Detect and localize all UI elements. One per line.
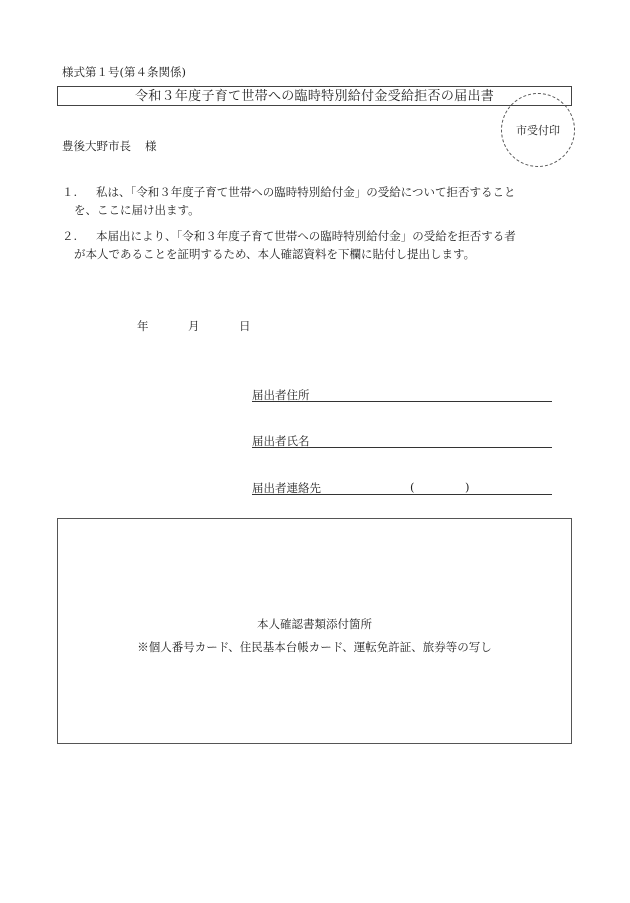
attachment-title: 本人確認書類添付箇所: [257, 617, 372, 631]
item-text: 私は、「令和３年度子育て世帯への臨時特別給付金」の受給について拒否すること: [96, 185, 516, 199]
date-day: 日: [239, 319, 251, 333]
item-text: 本届出により、「令和３年度子育て世帯への臨時特別給付金」の受給を拒否する者: [96, 229, 516, 243]
form-number: 様式第１号(第４条関係): [62, 65, 186, 79]
list-item: [62, 227, 582, 263]
address-label: 届出者住所: [252, 388, 310, 402]
item-line-1: [62, 183, 582, 201]
contact-paren-close: ): [465, 480, 470, 494]
name-label: 届出者氏名: [252, 434, 310, 448]
list-item: [62, 183, 582, 219]
date-month: 月: [188, 319, 200, 333]
item-number: １.: [62, 185, 78, 199]
item-number: ２.: [62, 229, 78, 243]
form-title: 令和３年度子育て世帯への臨時特別給付金受給拒否の届出書: [57, 86, 572, 106]
date-year: 年: [137, 319, 149, 333]
addressee-honorific: 様: [145, 139, 157, 153]
addressee-name: 豊後大野市長: [62, 139, 131, 153]
address-field[interactable]: [252, 401, 552, 402]
contact-field[interactable]: [252, 494, 552, 495]
attachment-note: ※個人番号カード、住民基本台帳カード、運転免許証、旅券等の写し: [137, 640, 492, 654]
receipt-stamp-area: [501, 93, 575, 167]
receipt-stamp-label: 市受付印: [516, 124, 560, 137]
item-continuation: を、ここに届け出ます。: [74, 203, 200, 217]
contact-label: 届出者連絡先: [252, 481, 321, 495]
name-field[interactable]: [252, 447, 552, 448]
item-continuation: が本人であることを証明するため、本人確認資料を下欄に貼付し提出します。: [74, 247, 476, 261]
contact-paren-open: (: [410, 480, 415, 494]
item-line-1: [62, 227, 582, 245]
addressee: [62, 138, 157, 154]
